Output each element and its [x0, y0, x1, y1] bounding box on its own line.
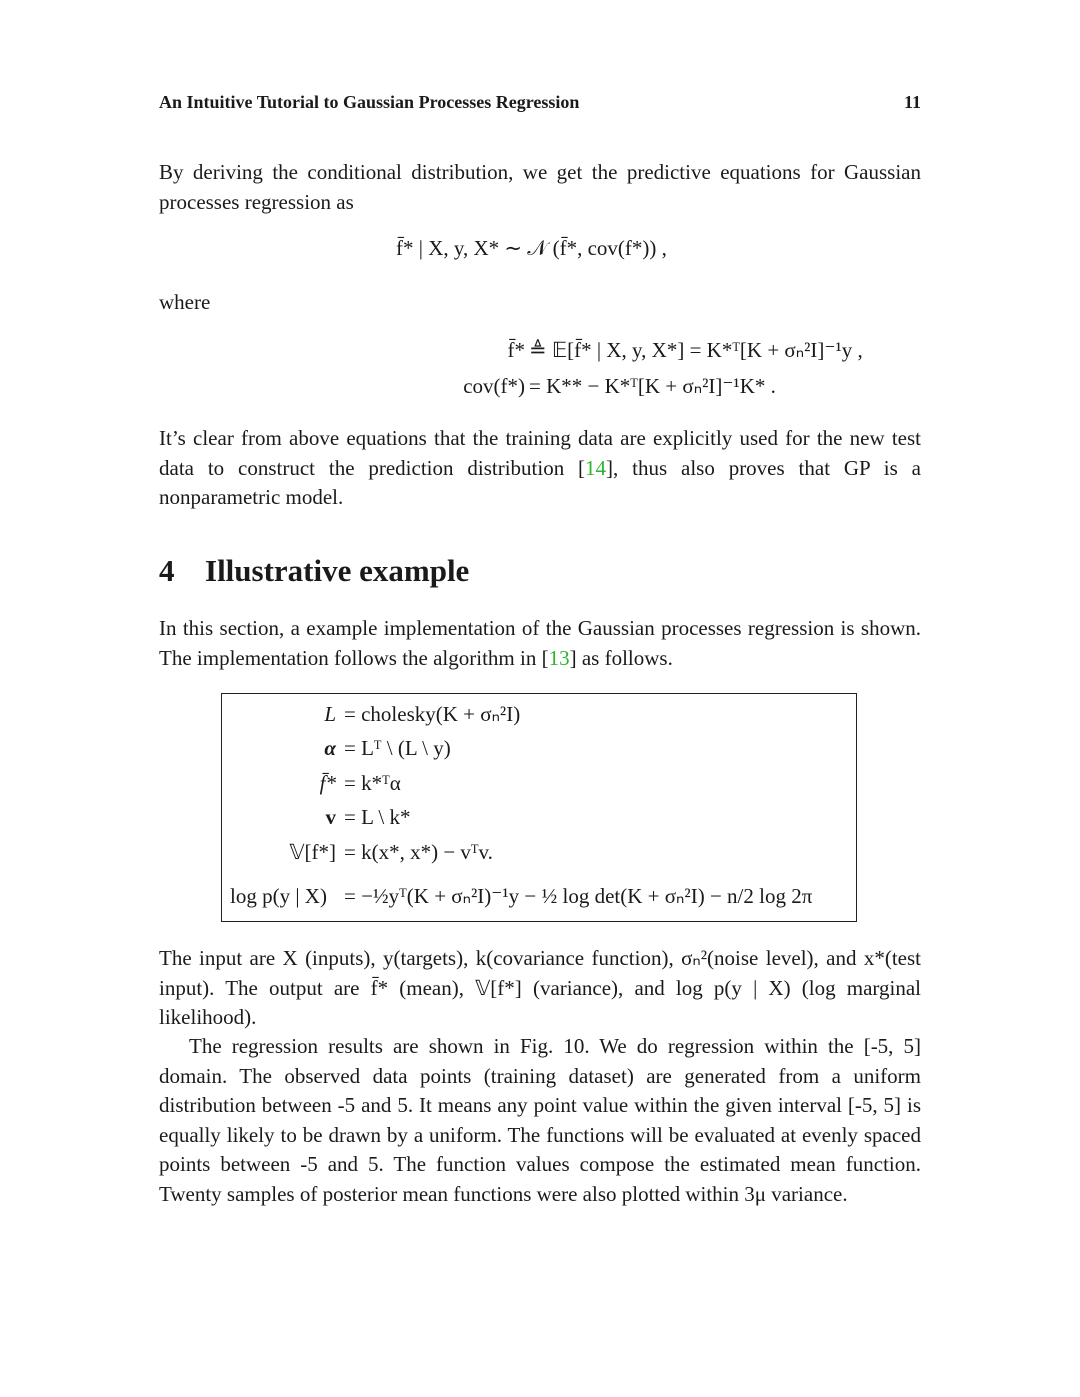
algo-lhs: L	[324, 702, 336, 726]
algo-rhs: = Lᵀ \ (L \ y)	[344, 736, 451, 760]
para3-text-a: In this section, a example implementation of the Gaussian processes regression is shown. The implementation follows the algorithm in [	[159, 616, 921, 670]
algo-rhs: = L \ k*	[344, 805, 411, 829]
citation-14[interactable]: 14	[585, 455, 607, 480]
para5-text: The regression results are shown in Fig. 10. We do regression within the [-5, 5] domain. The observed data points (training dataset) are generated from a uniform distribution between -5 and 5. It means any point value within the given interval [-5, 5] is equally likely to be drawn by a uniform. The functions will be evaluated at evenly spaced points between -5 and 5. The function values compose the estimated mean function. Twenty samples of posterior mean functions were also plotted within 3μ variance.	[159, 1034, 921, 1206]
algo-rhs: = cholesky(K + σₙ²I)	[344, 702, 521, 726]
eq-mean-lhs: f̄*	[507, 338, 525, 362]
algo-lhs: log p(y | X)	[230, 884, 327, 908]
para3-text-b: ] as follows.	[569, 645, 673, 670]
citation-13[interactable]: 13	[548, 645, 570, 670]
eq-cov-rhs: = K** − K*ᵀ[K + σₙ²I]⁻¹K* .	[529, 374, 776, 398]
algo-lhs: 𝕍[f*]	[289, 840, 336, 864]
running-header	[159, 92, 921, 118]
para2-text-a: It’s clear from above equations that the training data are explicitly used for the new test data to construct the prediction distribution [	[159, 426, 921, 480]
paragraph-nonparametric	[159, 424, 921, 513]
paragraph-inputs-outputs	[159, 944, 921, 1033]
paragraph-implementation	[159, 614, 921, 673]
running-title: An Intuitive Tutorial to Gaussian Processes Regression	[159, 92, 580, 112]
para4-text: The input are X (inputs), y(targets), k(covariance function), σₙ²(noise level), and x*(test input). The output are f̄* (mean), 𝕍[f*] (variance), and log p(y | X) (log marginal likelihood).	[159, 946, 921, 1029]
paragraph-results	[159, 1032, 921, 1209]
predictive-mean-cov-equations	[159, 338, 921, 408]
where-label: where	[159, 290, 211, 314]
section-title: Illustrative example	[205, 553, 470, 588]
page-number: 11	[903, 92, 921, 112]
intro-paragraph	[159, 158, 921, 217]
intro-text: By deriving the conditional distribution, we get the predictive equations for Gaussian processes regression as	[159, 160, 921, 214]
section-number: 4	[159, 553, 175, 588]
algo-rhs: = −½yᵀ(K + σₙ²I)⁻¹y − ½ log det(K + σₙ²I) − n/2 log 2π	[344, 884, 813, 908]
algorithm-box	[221, 693, 857, 922]
algo-lhs: v	[325, 805, 336, 829]
eq-cov-lhs: cov(f*)	[463, 374, 525, 398]
para2-text-b: ], thus also proves that GP is a nonparametric model.	[159, 455, 921, 509]
algo-lhs: α	[324, 736, 336, 760]
algo-rhs: = k(x*, x*) − vᵀv.	[344, 840, 493, 864]
algo-lhs: f̄*	[319, 771, 336, 795]
predictive-equation: f̄* | X, y, X* ∼ 𝒩 (f̄*, cov(f*)) ,	[396, 236, 667, 260]
section-heading	[159, 553, 469, 589]
eq-mean-rhs: ≜ 𝔼[f̄* | X, y, X*] = K*ᵀ[K + σₙ²I]⁻¹y ,	[529, 338, 863, 362]
algo-rhs: = k*ᵀα	[344, 771, 401, 795]
